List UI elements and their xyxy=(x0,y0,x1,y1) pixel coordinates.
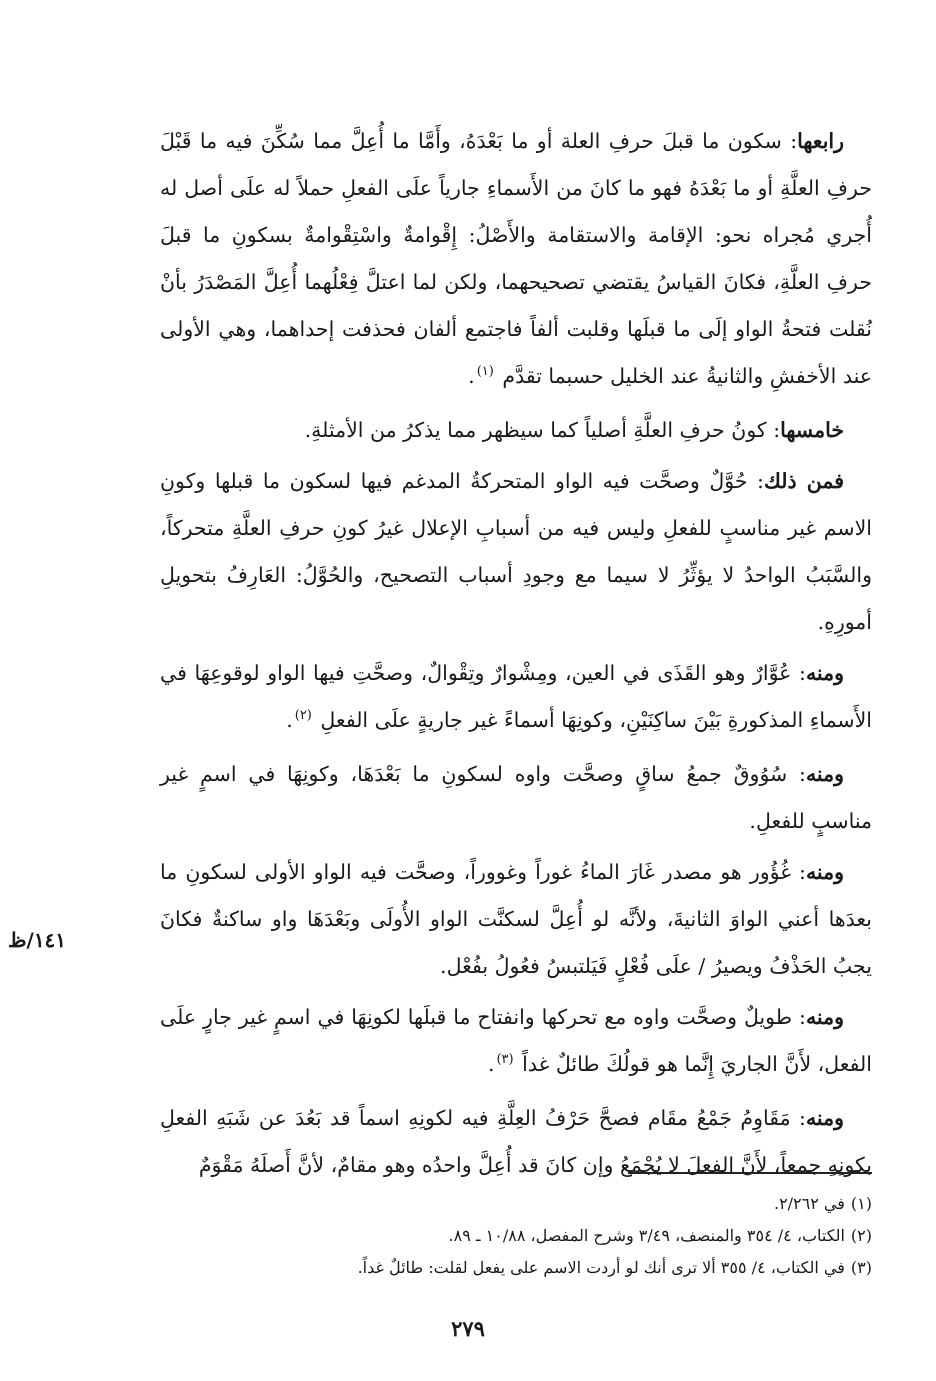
paragraph-tail: . xyxy=(468,364,475,388)
footnote-divider xyxy=(628,1172,872,1174)
paragraph-7 xyxy=(160,994,872,1091)
paragraph-body: : مَقَاوِمُ جَمْعُ مقَام فصحَّ حَرْفُ العِلَّةِ فيه لكونِهِ اسماً قد بَعُدَ عن شَبَهِ الفعلِ بكونِهِ جمعاً، لأَنَّ الفعلَ لا يُجْمَعُ وإن كانَ قد أُعِلَّ واحدُه وهو مقامٌ، لأنَّ أَصلَهُ مَقْوَمٌ xyxy=(160,1106,872,1177)
paragraph-4 xyxy=(160,650,872,747)
paragraph-lead: فمن ذلك xyxy=(763,469,845,493)
paragraph-5 xyxy=(160,751,872,845)
footnote-text: في ٢/٢٦٢. xyxy=(773,1194,845,1213)
footnote-text: في الكتاب، ٤/ ٣٥٥ ألا ترى أنك لو أردت الاسم على يفعل لقلت: طائلٌ غداً. xyxy=(357,1258,845,1277)
paragraph-lead: ومنه xyxy=(805,1005,844,1029)
paragraph-6 xyxy=(160,849,872,990)
footnote-number: (١) xyxy=(850,1194,872,1213)
paragraph-lead: رابعها xyxy=(797,129,844,153)
paragraph-3 xyxy=(160,458,872,646)
paragraph-body: : حُوَّلٌ وصحَّت فيه الواو المتحركةُ المدغم فيها لسكون ما قبلها وكونِ الاسم غير مناسبٍ للفعلِ وليس فيه من أسبابِ الإعلال غيرُ كونِ حرفِ العلَّةِ متحركاً، والسَّبَبُ الواحدُ لا يؤثِّرُ لا سيما مع وجودِ أسباب التصحيح، والحُوَّلُ: العَارِفُ بتحويلِ أمورِهِ. xyxy=(160,469,872,634)
manuscript-folio-note: ١٤١/ظ xyxy=(8,928,67,952)
paragraph-lead: ومنه xyxy=(805,1106,844,1130)
footnote-text: الكتاب، ٤/ ٣٥٤ والمنصف، ٣/٤٩ وشرح المفصل، ١٠/٨٨ ـ ٨٩. xyxy=(448,1226,845,1245)
paragraph-body: : طويلٌ وصحَّت واوه مع تحركها وانفتاح ما قبلَها لكونِهَا في اسمٍ غير جارٍ علَى الفعل، لأَنَّ الجاريَ إِنَّما هو قولُكَ طائلٌ غداً xyxy=(160,1005,872,1076)
footnote-ref[interactable]: (٢) xyxy=(294,708,312,723)
footnote-item xyxy=(160,1252,872,1284)
footnote-item xyxy=(160,1220,872,1252)
paragraph-lead: خامسها xyxy=(780,418,844,442)
paragraph-tail: . xyxy=(286,708,293,732)
footnote-number: (٢) xyxy=(850,1226,872,1245)
footnote-ref[interactable]: (٣) xyxy=(496,1052,514,1067)
paragraph-lead: ومنه xyxy=(805,762,844,786)
paragraph-1 xyxy=(160,118,872,403)
footnotes xyxy=(160,1188,872,1284)
footnote-item xyxy=(160,1188,872,1220)
paragraph-lead: ومنه xyxy=(805,661,844,685)
paragraph-body: : غُؤُور هو مصدر غَارَ الماءُ غوراً وغووراً، وصحَّت فيه الواو الأولى لسكونِ ما بعدَها أعني الواوَ الثانيةَ، ولأنَّه لو أُعِلَّ لسكنَّت الواو الأُولَى وبَعْدَهَا واو ساكنةٌ فكانَ يجبُ الحَذْفُ ويصيرُ / علَى فُعْلٍ فَيَلتبسُ فعُولُ بفُعْل. xyxy=(160,860,872,978)
paragraph-body: : سكون ما قبلَ حرفِ العلة أو ما بَعْدَهُ، وأَمَّا ما أُعِلَّ مما سُكِّنَ فيه ما قَبْلَ حرفِ العلَّةِ أو ما بَعْدَهُ فهو ما كانَ من الأَسماءِ جارياً علَى الفعلِ حملاً له علَى أصل له أُجري مُجراه نحو: الإقامة والاستقامة والأَصْلُ: إِقْوامةٌ واسْتِقْوامةٌ بسكونِ ما قبلَ حرفِ العلَّةِ، فكانَ القياسُ يقتضي تصحيحهما، ولكن لما اعتلَّ فِعْلُهما أُعِلَّ المَصْدَرُ بأنْ نُقلت فتحةُ الواو إلَى ما قبلَها وقلبت ألفاً فاجتمع ألفان فحذفت إحداهما، وهي الأولى عند الأخفشِ والثانيةُ عند الخليل حسبما تقدَّم xyxy=(160,129,872,388)
paragraph-lead: ومنه xyxy=(805,860,844,884)
paragraph-body: : سُوُوقٌ جمعُ ساقٍ وصحَّت واوه لسكونِ ما بَعْدَهَا، وكونِهَا في اسمٍ غير مناسبٍ للفعلِ. xyxy=(160,762,872,833)
paragraph-body: : كونُ حرفِ العلَّةِ أصلياً كما سيظهر مما يذكرُ من الأمثلةِ. xyxy=(304,418,781,442)
main-text xyxy=(160,118,872,1193)
footnote-ref[interactable]: (١) xyxy=(476,364,494,379)
paragraph-2 xyxy=(160,407,872,454)
page-number: ٢٧٩ xyxy=(451,1316,485,1341)
footnote-number: (٣) xyxy=(850,1258,872,1277)
paragraph-8 xyxy=(160,1095,872,1189)
paragraph-body: : عُوَّارٌ وهو القَذَى في العين، ومِشْوارٌ وتِقْوالٌ، وصحَّتِ فيها الواو لوقوعِهَا في الأَسماءِ المذكورةِ بَيْنَ ساكِنَيْنِ، وكونِهَا أسماءً غير جاريةٍ علَى الفعلِ xyxy=(160,661,872,732)
paragraph-tail: . xyxy=(487,1052,495,1076)
